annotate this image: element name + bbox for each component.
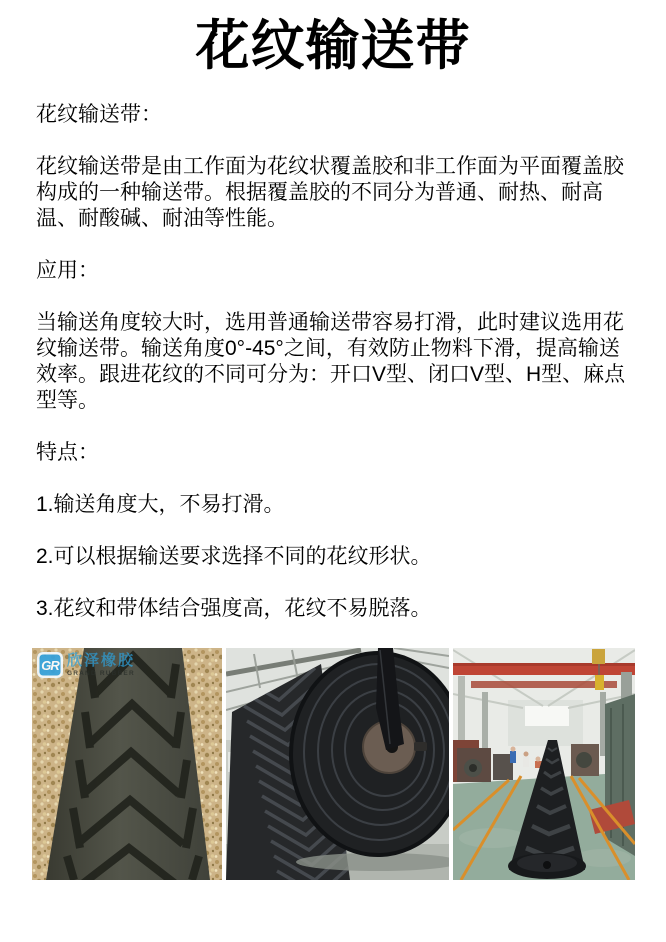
application-heading: 应用： [36, 259, 99, 282]
brand-name-chinese: 欣泽橡胶 [67, 652, 136, 669]
application-paragraph: 当输送角度较大时，选用普通输送带容易打滑，此时建议选用花纹输送带。输送角度0°-45°之间，有效防止物料下滑，提高输送效率。跟进花纹的不同可分为：开口V型、闭口V型、H型、麻点型等。 [36, 311, 626, 412]
brand-watermark [37, 652, 135, 678]
intro-heading: 花纹输送带： [36, 103, 162, 126]
intro-paragraph: 花纹输送带是由工作面为花纹状覆盖胶和非工作面为平面覆盖胶构成的一种输送带。根据覆盖胶的不同分为普通、耐热、耐高温、耐酸碱、耐油等性能。 [36, 155, 624, 230]
photo-belt-roll [226, 648, 449, 880]
chevron-belt-photo [32, 648, 222, 880]
product-article [0, 12, 666, 622]
belt-roll-photo [226, 648, 449, 880]
feature-item-3: 3.花纹和带体结合强度高，花纹不易脱落。 [36, 597, 432, 620]
photo-chevron-belt-closeup [32, 648, 222, 880]
features-heading: 特点： [36, 441, 99, 464]
factory-floor-photo [453, 648, 635, 880]
brand-name-english: GRAND RUBBER [67, 670, 135, 677]
feature-item-2: 2.可以根据输送要求选择不同的花纹形状。 [36, 545, 432, 568]
feature-item-1: 1.输送角度大，不易打滑。 [36, 493, 285, 516]
photo-gallery [0, 648, 666, 880]
page-title: 花纹输送带 [195, 16, 471, 76]
brand-logo-badge: GR [37, 652, 63, 678]
photo-factory-floor [453, 648, 635, 880]
